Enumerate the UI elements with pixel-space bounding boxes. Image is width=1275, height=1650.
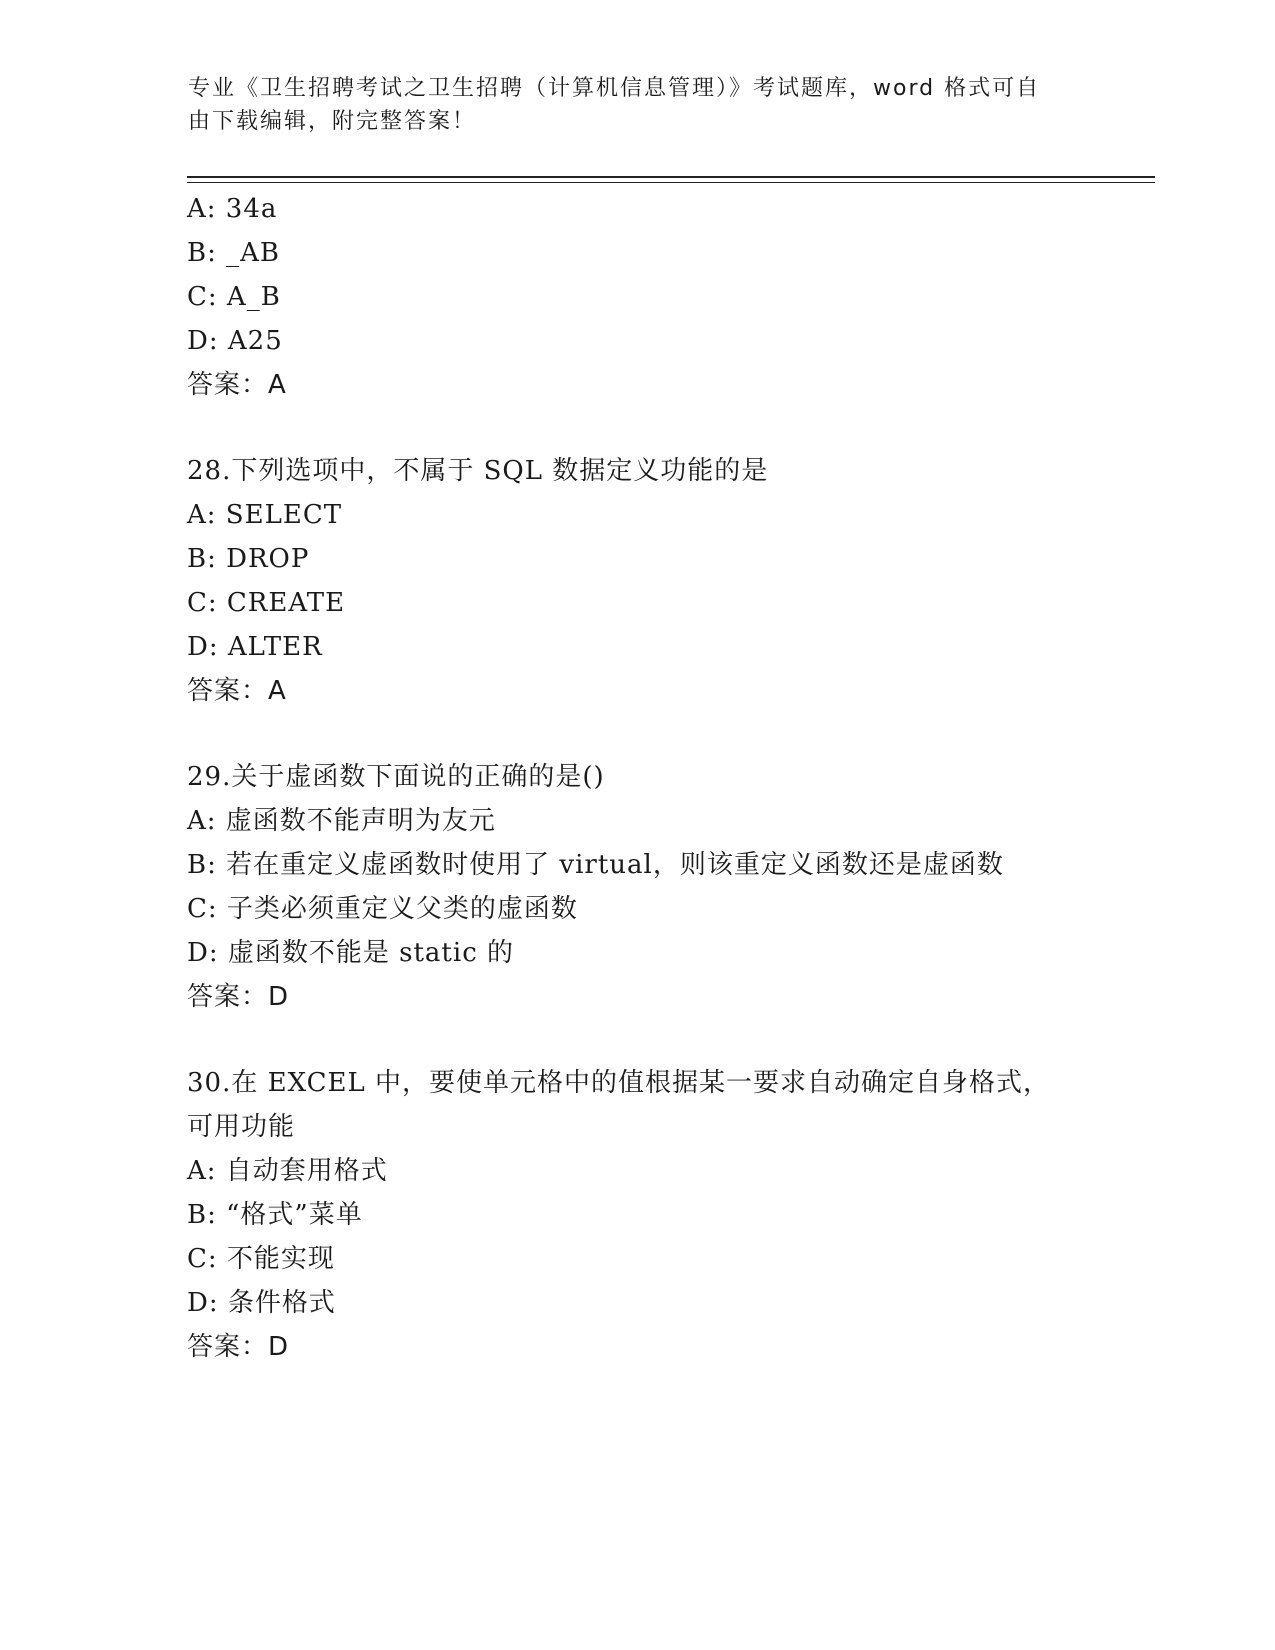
document-header bbox=[188, 72, 1088, 138]
q30-question-line-1: 30.在 EXCEL 中，要使单元格中的值根据某一要求自动确定自身格式， bbox=[187, 1068, 1051, 1098]
q30-answer: 答案：D bbox=[187, 1332, 290, 1362]
q28-option-a: A: SELECT bbox=[187, 500, 343, 530]
header-line-1: 专业《卫生招聘考试之卫生招聘（计算机信息管理）》考试题库，word 格式可自 bbox=[188, 76, 1041, 101]
q27-option-d: D: A25 bbox=[187, 326, 283, 356]
q28-answer: 答案：A bbox=[187, 676, 287, 706]
q27-option-c: C: A_B bbox=[187, 282, 281, 312]
q30-option-c: C: 不能实现 bbox=[187, 1244, 335, 1274]
q28-option-b: B: DROP bbox=[187, 544, 310, 574]
q29-option-a: A: 虚函数不能声明为友元 bbox=[187, 806, 496, 836]
q29-option-c: C: 子类必须重定义父类的虚函数 bbox=[187, 894, 578, 924]
header-divider-thick bbox=[187, 176, 1155, 178]
q30-option-a: A: 自动套用格式 bbox=[187, 1156, 388, 1186]
header-line-2: 由下载编辑，附完整答案！ bbox=[188, 109, 477, 134]
q28-option-d: D: ALTER bbox=[187, 632, 323, 662]
q30-option-b: B: “格式”菜单 bbox=[187, 1200, 363, 1230]
q29-option-d: D: 虚函数不能是 static 的 bbox=[187, 938, 515, 968]
q29-answer: 答案：D bbox=[187, 982, 290, 1012]
q30-question-line-2: 可用功能 bbox=[187, 1112, 296, 1142]
q30-option-d: D: 条件格式 bbox=[187, 1288, 336, 1318]
q29-option-b: B: 若在重定义虚函数时使用了 virtual，则该重定义函数还是虚函数 bbox=[187, 850, 1004, 880]
q27-option-a: A: 34a bbox=[187, 194, 278, 224]
q28-question: 28.下列选项中，不属于 SQL 数据定义功能的是 bbox=[187, 456, 769, 486]
q27-answer: 答案：A bbox=[187, 370, 287, 400]
header-divider-thin bbox=[187, 182, 1155, 183]
q27-option-b: B: _AB bbox=[187, 238, 281, 268]
q29-question: 29.关于虚函数下面说的正确的是() bbox=[187, 762, 605, 792]
q28-option-c: C: CREATE bbox=[187, 588, 346, 618]
